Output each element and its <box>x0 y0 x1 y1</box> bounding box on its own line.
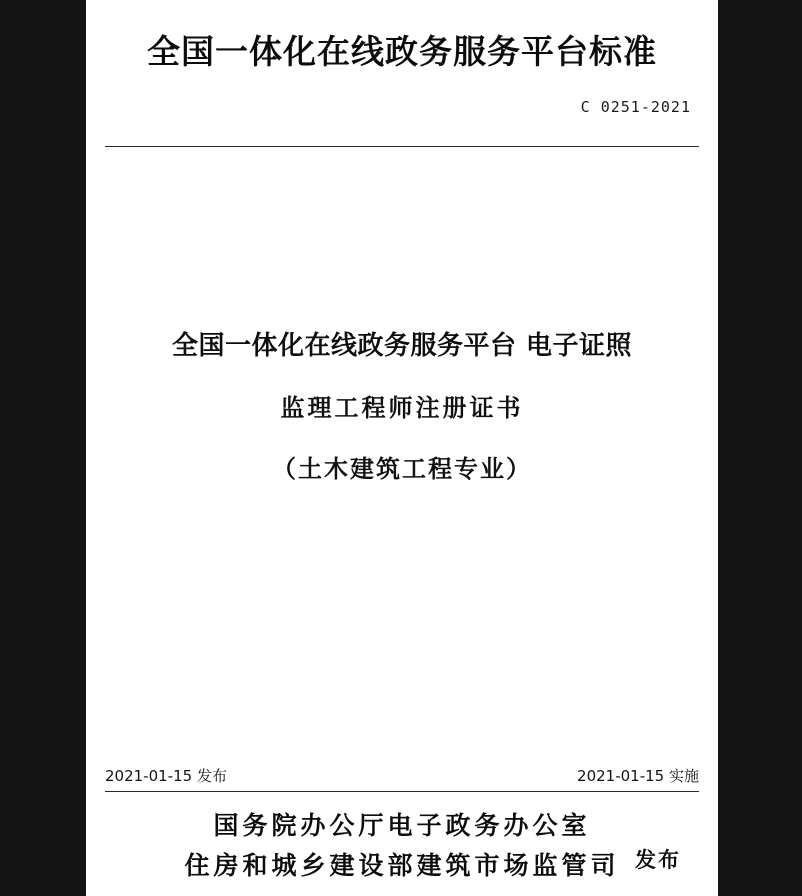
issuer-line-1: 国务院办公厅电子政务办公室 <box>213 811 591 840</box>
header-divider <box>105 146 699 147</box>
document-sheet <box>86 0 718 896</box>
certificate-name: 监理工程师注册证书 <box>280 393 524 422</box>
page-gutter-right <box>718 0 802 896</box>
standard-number: C 0251-2021 <box>580 98 691 116</box>
certificate-specialty: （土木建筑工程专业） <box>272 454 532 483</box>
footer-divider <box>105 791 699 792</box>
publish-label: 发布 <box>635 847 681 872</box>
issuer-block <box>105 806 699 886</box>
document-title: 全国一体化在线政务服务平台标准 <box>147 32 657 71</box>
issuer-line-2: 住房和城乡建设部建筑市场监管司 <box>184 851 620 880</box>
effective-date: 2021-01-15 实施 <box>577 767 699 785</box>
issue-date: 2021-01-15 发布 <box>105 767 227 785</box>
title-block <box>86 325 718 484</box>
main-title: 全国一体化在线政务服务平台 电子证照 <box>171 331 633 361</box>
date-row <box>105 760 699 786</box>
page-gutter-left <box>0 0 86 896</box>
